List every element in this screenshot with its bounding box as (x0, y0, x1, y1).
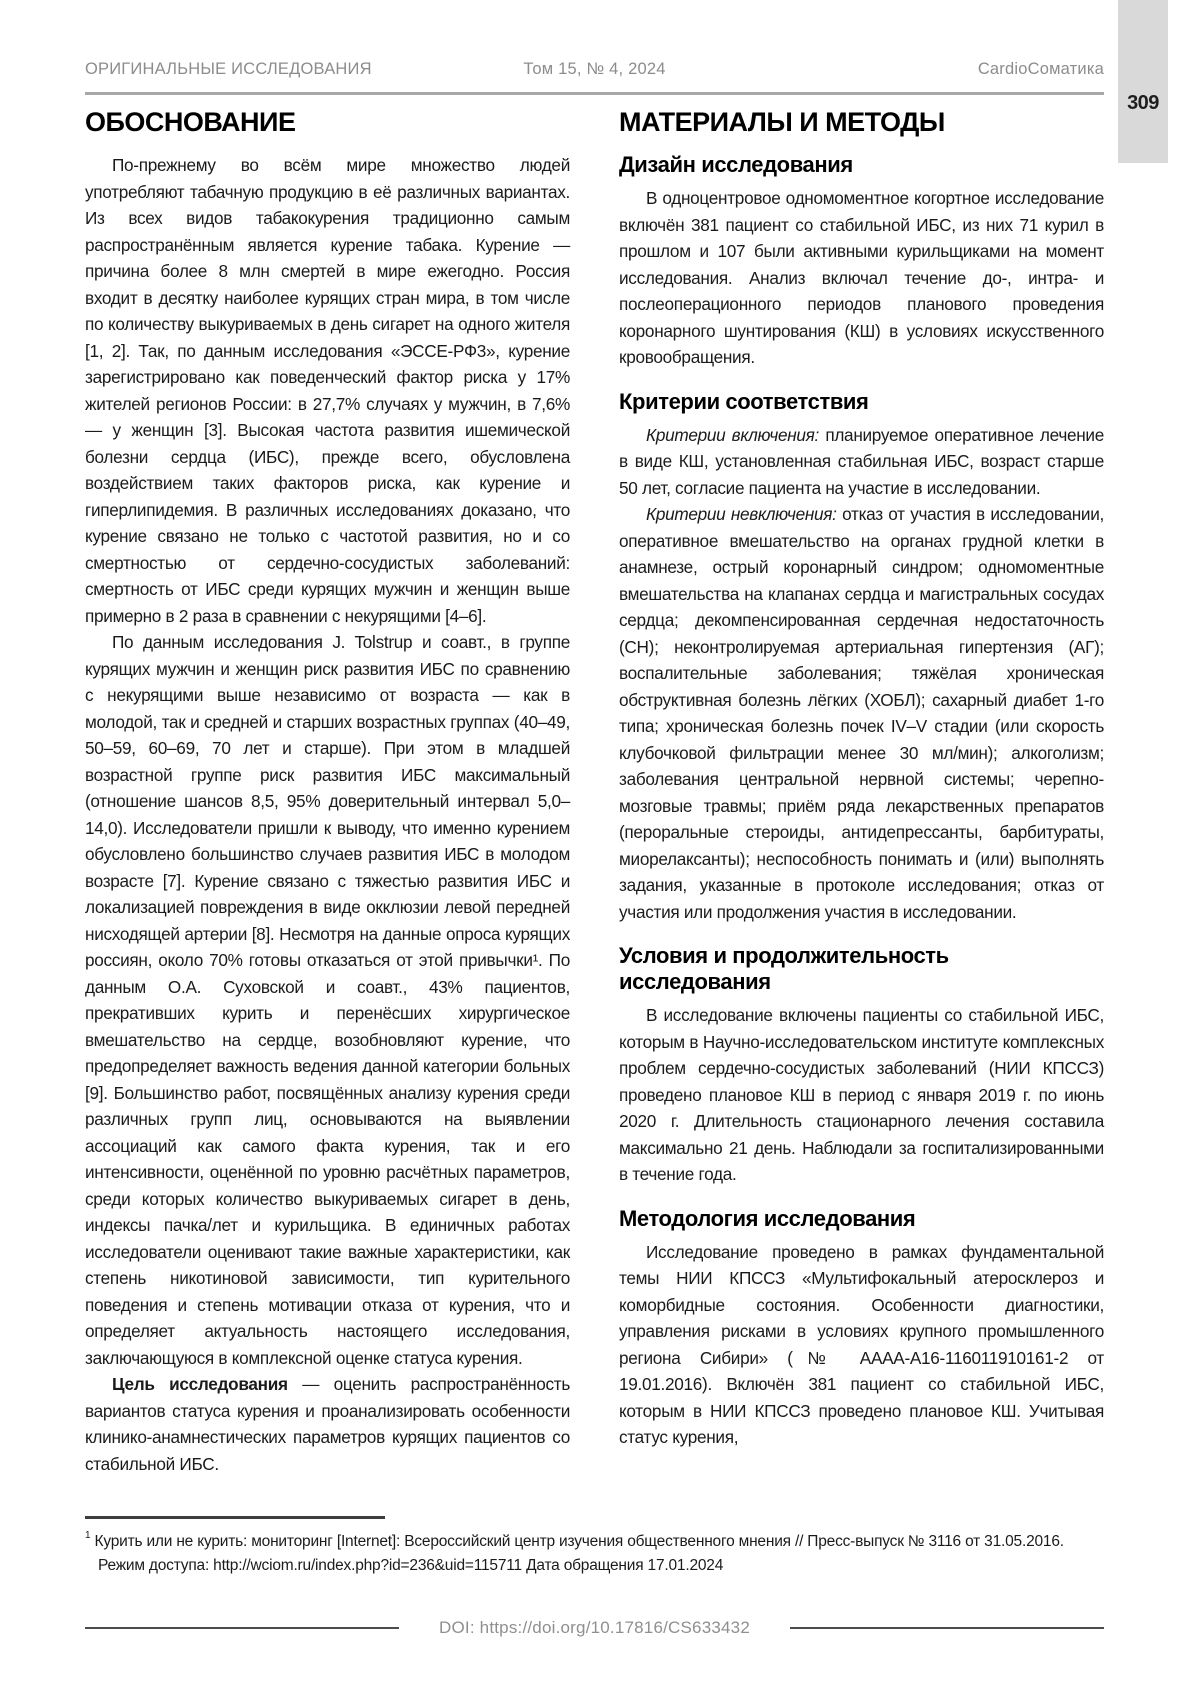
subheading-study-conditions: Условия и продолжительность исследования (619, 943, 949, 994)
footnote-text-1: Курить или не курить: мониторинг [Internet]: Всероссийский центр изучения общественного мнения // Пресс-выпуск № 3116 от 31.05.2016. (94, 1533, 1064, 1550)
aim-paragraph (85, 1371, 570, 1477)
subheading-study-design: Дизайн исследования (619, 152, 853, 177)
footnote-marker: 1 (85, 1530, 91, 1541)
right-column (619, 106, 1104, 1477)
page-number-strip (1118, 0, 1168, 163)
section-heading-background: ОБОСНОВАНИЕ (85, 107, 296, 137)
subheading-study-methodology: Методология исследования (619, 1205, 916, 1231)
exclusion-criteria-paragraph (619, 501, 1104, 925)
running-head-issue: Том 15, № 4, 2024 (523, 60, 666, 78)
doi-text: DOI: https://doi.org/10.17816/CS633432 (439, 1618, 750, 1637)
inclusion-criteria-label: Критерии включения: (646, 424, 820, 445)
page-footer (85, 1618, 1104, 1638)
left-column (85, 106, 570, 1477)
inclusion-criteria-paragraph (619, 422, 1104, 502)
inclusion-criteria-text: планируемое оперативное лечение в виде КШ, установленная стабильная ИБС, возраст старше 50 лет, согласие пациента на участие в исследовании. (619, 424, 1104, 498)
running-head-section: ОРИГИНАЛЬНЫЕ ИССЛЕДОВАНИЯ (85, 60, 372, 78)
exclusion-criteria-label: Критерии невключения: (646, 504, 837, 524)
footnote-line-2: Режим доступа: http://wciom.ru/index.php?id=236&uid=115711 Дата обращения 17.01.2024 (98, 1557, 724, 1574)
footnote-line-1 (85, 1530, 1130, 1554)
footer-rule-left (85, 1627, 399, 1630)
study-methodology-paragraph: Исследование проведено в рамках фундаментальной темы НИИ КПССЗ «Мультифокальный атеросклероз и коморбидные состояния. Особенности диагностики, управления рисками в условиях крупного промышленного региона Сибири» (№ АААА-А16-116011910161-2 от 19.01.2016). Включён 381 пациент со стабильной ИБС, которым в НИИ КПССЗ проведено плановое КШ. Учитывая статус курения, (619, 1241, 1104, 1447)
footer-rule-right (790, 1627, 1104, 1630)
study-conditions-paragraph: В исследование включены пациенты со стабильной ИБС, которым в Научно-исследовательском институте комплексных проблем сердечно-сосудистых заболеваний (НИИ КПССЗ) проведено плановое КШ в период с января 2019 г. по июнь 2020 г. Длительность стационарного лечения составила максимально 21 день. Наблюдали за госпитализированными в течение года. (619, 1005, 1104, 1184)
article-body (85, 106, 1104, 1477)
footnote-separator (85, 1516, 385, 1519)
study-design-paragraph: В одноцентровое одномоментное когортное исследование включён 381 пациент со стабильной ИБС, из них 71 курил в прошлом и 107 были активными курильщиками на момент исследования. Анализ включал течение до-, интра- и послеоперационного периодов планового проведения коронарного шунтирования (КШ) в условиях искусственного кровообращения. (619, 188, 1104, 367)
aim-text: — оценить распространённость вариантов статуса курения и проанализировать особенности клинико-анамнестических параметров курящих пациентов со стабильной ИБС. (85, 1374, 570, 1474)
background-paragraph: По-прежнему во всём мире множество людей употребляют табачную продукцию в её различных вариантах. Из всех видов табакокурения традиционно самым распространённым является курение табака. Курение — причина более 8 млн смертей в мире ежегодно. Россия входит в десятку наиболее курящих стран мира, в том числе по количеству выкуриваемых в день сигарет на одного жителя [1, 2]. Так, по данным исследования «ЭССЕ-РФ3», курение зарегистрировано как поведенческий фактор риска у 17% жителей регионов России: в 27,7% случаях у мужчин, в 7,6% — у женщин [3]. Высокая частота развития ишемической болезни сердца (ИБС), прежде всего, обусловлена воздействием таких факторов риска, как курение и гиперлипидемия. В различных исследованиях доказано, что курение связано не только с частотой развития, но и со смертностью от сердечно-сосудистых заболеваний: смертность от ИБС среди курящих мужчин и женщин выше примерно в 2 раза в сравнении с некурящими [4–6]. (85, 155, 570, 626)
exclusion-criteria-text: отказ от участия в исследовании, оперативное вмешательство на органах грудной клетки в анамнезе, острый коронарный синдром; одномоментные вмешательства на клапанах сердца и магистральных сосудах сердца; декомпенсированная сердечная недостаточность (СН); неконтролируемая артериальная гипертензия (АГ); воспалительные заболевания; тяжёлая хроническая обструктивная болезнь лёгких (ХОБЛ); сахарный диабет 1-го типа; хроническая болезнь почек IV–V стадии (или скорость клубочковой фильтрации менее 30 мл/мин); алкоголизм; заболевания центральной нервной системы; черепно-мозговые травмы; приём ряда лекарственных препаратов (пероральные стероиды, антидепрессанты, барбитураты, миорелаксанты); неспособность понимать и (или) выполнять задания, указанные в протоколе исследования; отказ от участия или продолжения участия в исследовании. (619, 504, 1105, 922)
running-head-journal: CardioСоматика (977, 60, 1104, 78)
aim-label: Цель исследования (112, 1374, 288, 1394)
subheading-eligibility-criteria: Критерии соответствия (619, 388, 869, 414)
running-head (85, 60, 1104, 79)
header-rule (85, 92, 1104, 95)
footnote (85, 1530, 1130, 1578)
background-paragraph: По данным исследования J. Tolstrup и соавт., в группе курящих мужчин и женщин риск развития ИБС по сравнению с некурящими выше независимо от возраста — как в молодой, так и средней и старших возрастных группах (40–49, 50–59, 60–69, 70 лет и старше). При этом в младшей возрастной группе риск развития ИБС максимальный (отношение шансов 8,5, 95% доверительный интервал 5,0–14,0). Исследователи пришли к выводу, что именно курением обусловлено большинство случаев развития ИБС в молодом возрасте [7]. Курение связано с тяжестью развития ИБС и локализацией повреждения в виде окклюзии левой передней нисходящей артерии [8]. Несмотря на данные опроса курящих россиян, около 70% готовы отказаться от этой привычки¹. По данным О.А. Суховской и соавт., 43% пациентов, прекративших курить и перенёсших хирургическое вмешательство на сердце, возобновляют курение, что предопределяет важность ведения данной категории больных [9]. Большинство работ, посвящённых анализу курения среди различных групп лиц, основываются на выявлении ассоциаций как самого факта курения, так и его интенсивности, оценённой по уровню расчётных параметров, среди которых количество выкуриваемых сигарет в день, индексы пачка/лет и курильщика. В единичных работах исследователи оценивают такие важные характеристики, как степень никотиновой зависимости, тип курительного поведения и степень мотивации отказа от курения, что и определяет актуальность настоящего исследования, заключающуюся в комплексной оценке статуса курения. (85, 632, 570, 1368)
section-heading-materials-methods: МАТЕРИАЛЫ И МЕТОДЫ (619, 107, 945, 137)
page-number: 309 (1127, 92, 1159, 114)
